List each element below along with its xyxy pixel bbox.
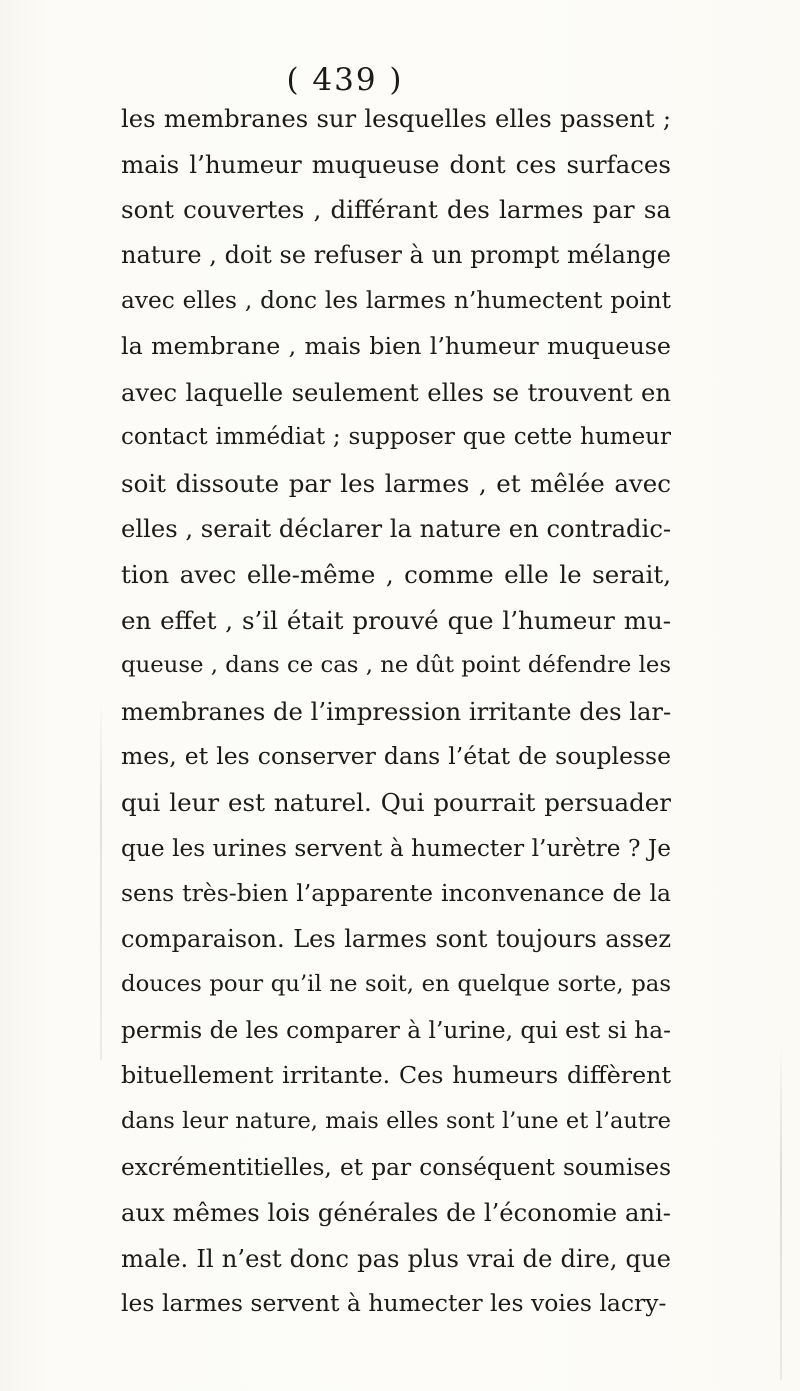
text-line: sont couvertes , différant des larmes par sa: [121, 195, 671, 225]
text-line: la membrane , mais bien l’humeur muqueuse: [121, 331, 671, 360]
scan-edge: [780, 1040, 782, 1380]
text-line: en effet , s’il était prouvé que l’humeur mu-: [121, 605, 671, 635]
text-line: les membranes sur lesquelles elles passent ;: [121, 104, 671, 133]
text-line: soit dissoute par les larmes , et mêlée avec: [121, 468, 671, 498]
text-line: avec laquelle seulement elles se trouvent en: [121, 377, 671, 407]
page-number: ( 439 ): [286, 62, 404, 98]
text-line: tion avec elle-même , comme elle le serait,: [121, 559, 671, 589]
text-line: queuse , dans ce cas , ne dût point défendre les: [121, 652, 671, 679]
text-line: sens très-bien l’apparente inconvenance de la: [121, 879, 671, 908]
body-text: [121, 96, 671, 1327]
text-line: avec elles , donc les larmes n’humectent point: [121, 287, 671, 315]
text-line: contact immédiat ; supposer que cette humeur: [121, 424, 671, 451]
scan-shadow: [100, 700, 102, 1060]
text-line: elles , serait déclarer la nature en contradic-: [121, 514, 672, 544]
text-line: dans leur nature, mais elles sont l’une et l’autre: [121, 1108, 671, 1135]
text-line: douces pour qu’il ne soit, en quelque sorte, pas: [121, 971, 671, 998]
text-line: nature , doit se refuser à un prompt mélange: [121, 240, 671, 269]
text-line: permis de les comparer à l’urine, qui est si ha-: [121, 1016, 671, 1044]
text-line: comparaison. Les larmes sont toujours assez: [121, 924, 671, 953]
text-line: mais l’humeur muqueuse dont ces surfaces: [121, 149, 671, 179]
text-line: male. Il n’est donc pas plus vrai de dire, que: [121, 1243, 671, 1273]
text-line: que les urines servent à humecter l’urètre ? Je: [121, 834, 671, 862]
text-line: aux mêmes lois générales de l’économie ani-: [121, 1198, 671, 1228]
text-line: mes, et les conserver dans l’état de souplesse: [121, 742, 671, 771]
text-line: bituellement irritante. Ces humeurs diffèrent: [121, 1061, 671, 1090]
text-line: membranes de l’impression irritante des lar-: [121, 696, 672, 726]
text-line: qui leur est naturel. Qui pourrait persuader: [121, 787, 671, 817]
text-line: excrémentitielles, et par conséquent soumises: [121, 1153, 671, 1181]
text-line: les larmes servent à humecter les voies lacry-: [121, 1289, 667, 1318]
